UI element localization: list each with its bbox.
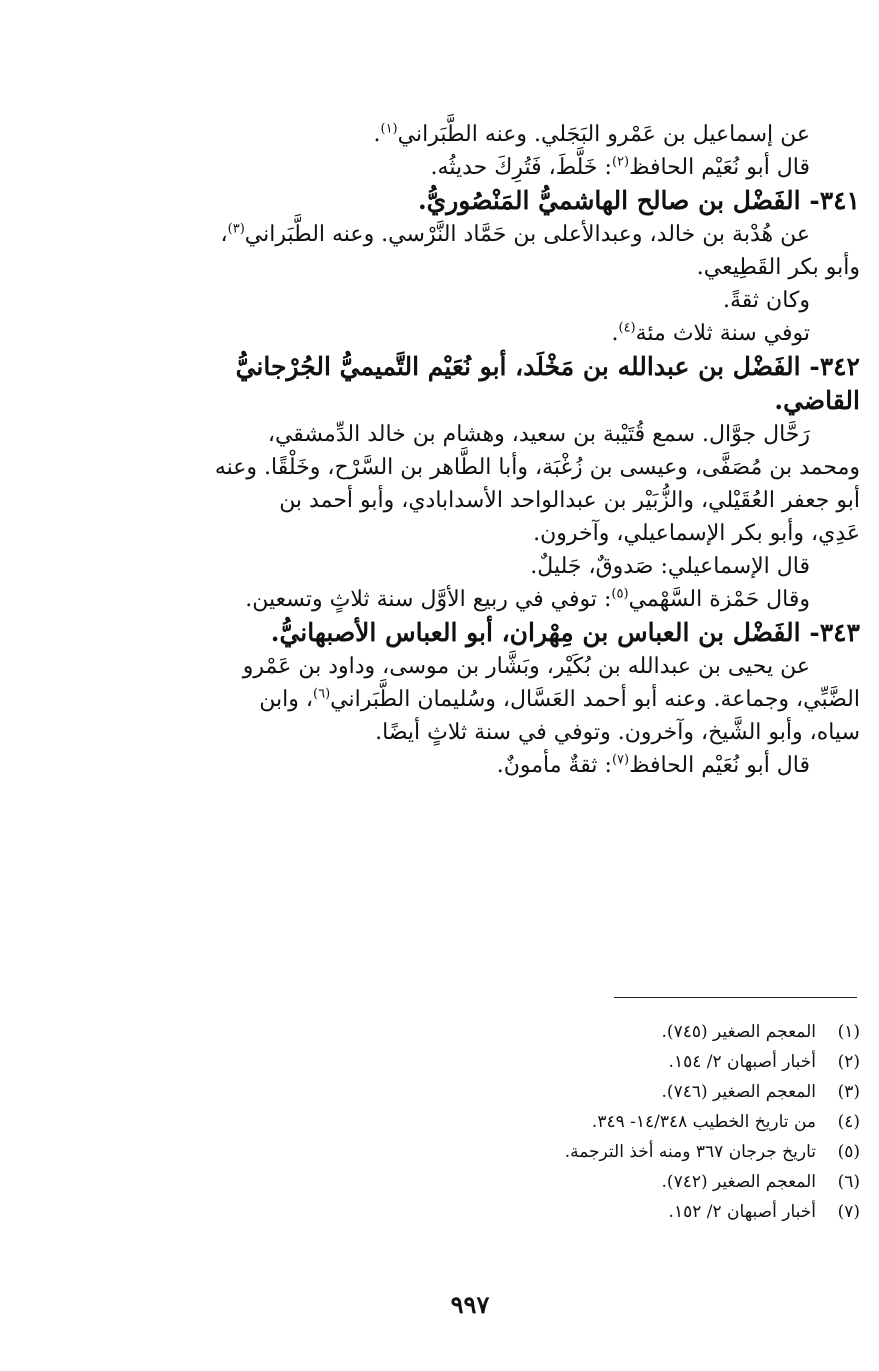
entry-heading: ٣٤٣- الفَضْل بن العباس بن مِهْران، أبو العباس الأصبهانيُّ.: [270, 618, 860, 647]
text-line: عَدِي، وأبو بكر الإسماعيلي، وآخرون.: [533, 521, 860, 546]
footnote: (١)المعجم الصغير (٧٤٥).: [661, 1022, 860, 1042]
text-line: وأبو بكر القَطِيعي.: [696, 255, 860, 280]
text-line: وقال حَمْزة السَّهْمي$^{(٥)}$: توفي في ربيع الأوَّل سنة ثلاثٍ وتسعين.: [245, 586, 810, 612]
text-line: قال أبو نُعَيْم الحافظ$^{(٢)}$: خَلَّطَ، فَتُرِكَ حديثُه.: [430, 154, 810, 180]
text-line: ومحمد بن مُصَفَّى، وعيسى بن زُغْبَة، وأبا الطَّاهر بن السَّرْح، وخَلْقًا. وعنه: [214, 455, 860, 480]
text-line: عن يحيى بن عبدالله بن بُكَيْر، وبَشَّار بن موسى، وداود بن عَمْرو: [242, 654, 810, 679]
footnote-ref: (٣): [227, 221, 245, 237]
footnote-ref: (١): [380, 121, 398, 137]
footnote: (٢)أخبار أصبهان ٢/ ١٥٤.: [668, 1052, 860, 1072]
footnote: (٧)أخبار أصبهان ٢/ ١٥٢.: [668, 1202, 860, 1222]
text-line: عن هُدْبة بن خالد، وعبدالأعلى بن حَمَّاد النَّرْسي. وعنه الطَّبَراني$^{(٣)}$،: [220, 221, 810, 247]
footnote: (٣)المعجم الصغير (٧٤٦).: [661, 1082, 860, 1102]
main-text: [130, 118, 860, 782]
footnote-ref: (٤): [618, 320, 636, 336]
footnote: (٥)تاريخ جرجان ٣٦٧ ومنه أخذ الترجمة.: [564, 1142, 860, 1162]
footnote-ref: (٧): [611, 752, 630, 768]
text-line: عن إسماعيل بن عَمْرو البَجَلي. وعنه الطَّبَراني$^{(١)}$.: [373, 121, 810, 147]
text-line: أبو جعفر العُقَيْلي، والزُّبَيْر بن عبدالواحد الأسدابادي، وأبو أحمد بن: [279, 488, 860, 513]
text-line: قال أبو نُعَيْم الحافظ$^{(٧)}$: ثقةٌ مأمونٌ.: [496, 752, 810, 778]
entry-heading: ٣٤١- الفَضْل بن صالح الهاشميُّ المَنْصُوريُّ.: [417, 186, 860, 215]
text-line: الضَّبِّي، وجماعة. وعنه أبو أحمد العَسَّال، وسُليمان الطَّبَراني$^{(٦)}$، وابن: [259, 686, 860, 712]
footnote-ref: (٥): [611, 586, 629, 602]
footnote: (٤)من تاريخ الخطيب ١٤/٣٤٨- ٣٤٩.: [591, 1112, 860, 1132]
text-line: سياه، وأبو الشَّيخ، وآخرون. وتوفي في سنة ثلاثٍ أيضًا.: [375, 720, 860, 745]
footnote-divider: [614, 997, 857, 998]
footnote: (٦)المعجم الصغير (٧٤٢).: [661, 1172, 860, 1192]
entry-heading-cont: القاضي.: [774, 386, 860, 415]
text-line: قال الإسماعيلي: صَدوقٌ، جَليلٌ.: [530, 554, 810, 579]
page-number: ٩٩٧: [450, 1290, 490, 1319]
footnote-ref: (٦): [313, 686, 331, 702]
footnotes: [200, 1017, 860, 1227]
text-line: وكان ثقةً.: [723, 288, 810, 313]
footnote-ref: (٢): [611, 154, 630, 170]
text-line: رَحَّال جوَّال. سمع قُتَيْبة بن سعيد، وهشام بن خالد الدِّمشقي،: [267, 422, 810, 447]
entry-heading: ٣٤٢- الفَضْل بن عبدالله بن مَخْلَد، أبو نُعَيْم التَّميميُّ الجُرْجانيُّ: [235, 352, 860, 381]
text-line: توفي سنة ثلاث مئة$^{(٤)}$.: [611, 320, 810, 346]
